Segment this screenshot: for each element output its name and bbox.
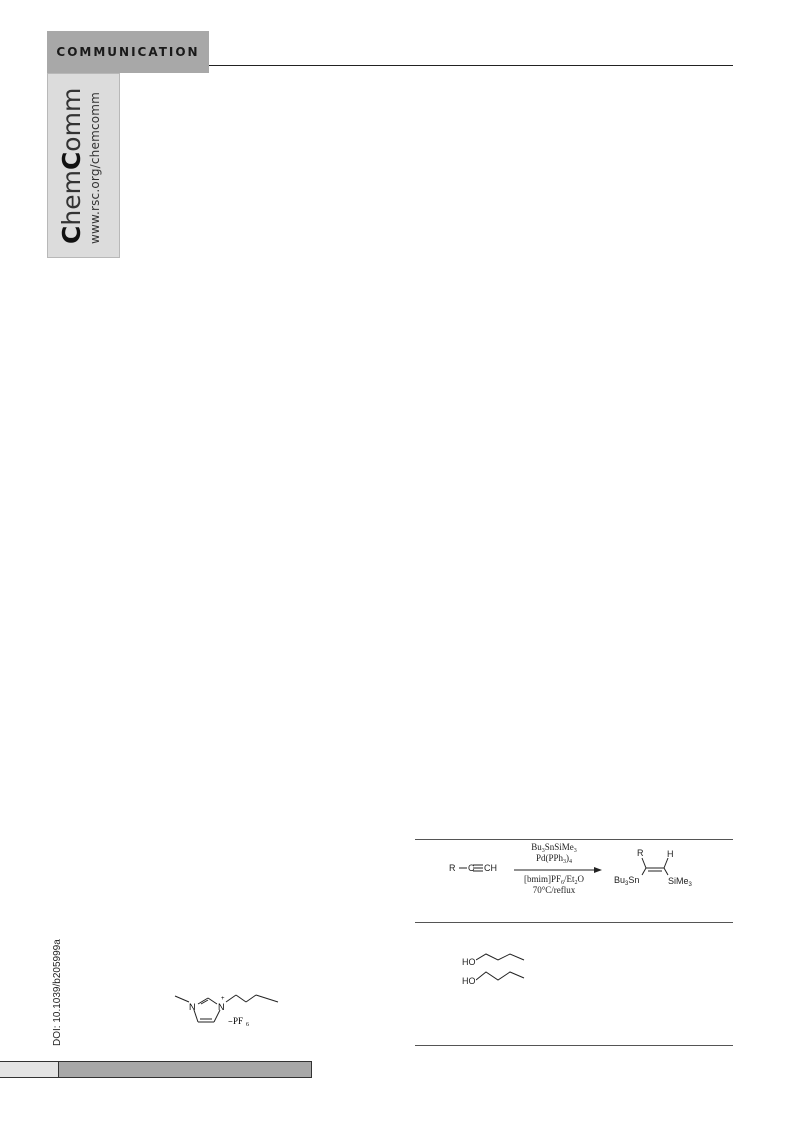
journal-logo xyxy=(58,88,103,244)
bmim-structure xyxy=(170,990,290,1040)
reaction-arrow xyxy=(514,866,604,874)
section-label: COMMUNICATION xyxy=(47,31,209,73)
pf6-minus: − xyxy=(228,1017,233,1026)
journal-name-omm: omm xyxy=(57,87,86,152)
alcohol-ho-1: HO xyxy=(462,957,476,967)
journal-name xyxy=(58,88,86,244)
footer-right-bar xyxy=(58,1061,312,1078)
journal-url[interactable]: www.rsc.org/chemcomm xyxy=(88,91,102,244)
header-rule xyxy=(209,65,733,66)
scheme-top-rule xyxy=(415,839,733,840)
reactant-r: R xyxy=(449,863,456,873)
product-silyl: SiMe$_3$ xyxy=(668,876,692,888)
reactant-ch: CH xyxy=(484,863,497,873)
bmim-n-left: N xyxy=(189,1002,196,1012)
pf6-sub: 6 xyxy=(246,1022,249,1028)
journal-name-c2: C xyxy=(57,151,86,171)
product-h: H xyxy=(667,849,674,859)
bmim-n-right: N xyxy=(218,1002,225,1012)
cond-catalyst: $Pd(PPh_3)_4$ xyxy=(535,853,572,865)
cond-solvent: $[bmim]PF_6/Et_2O$ xyxy=(523,874,584,886)
scheme-bottom-rule xyxy=(415,1045,733,1046)
product-r: R xyxy=(637,848,644,858)
alcohol-ho-2: HO xyxy=(462,976,476,986)
alcohol-chains xyxy=(476,952,536,986)
bmim-plus: + xyxy=(221,996,225,1002)
reactant-c: C xyxy=(468,863,475,873)
product-stannyl: $Bu_3Sn$ xyxy=(614,875,640,887)
journal-name-c1: C xyxy=(57,225,86,244)
footer-left-bar xyxy=(0,1061,58,1078)
pf6-label: PF xyxy=(233,1016,244,1026)
scheme-mid-rule xyxy=(415,922,733,923)
journal-name-hem: hem xyxy=(57,170,86,226)
cond-reagent: $Bu_3SnSiMe_3$ xyxy=(531,842,577,854)
cond-temperature: 70°C/reflux xyxy=(532,885,576,895)
doi-label: DOI: 10.1039/b205999a xyxy=(52,939,63,1046)
